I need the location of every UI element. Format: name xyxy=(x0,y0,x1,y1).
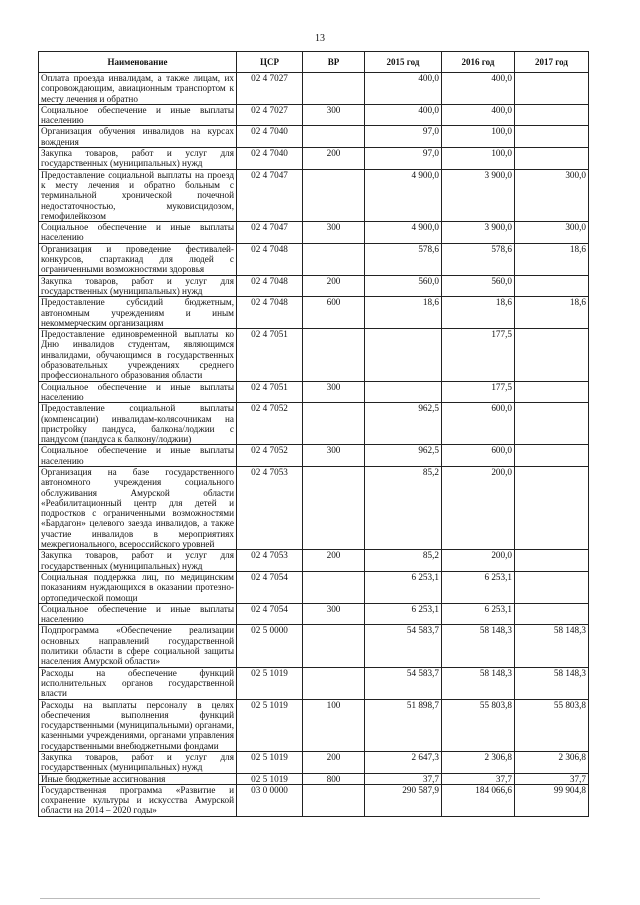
cell-y2016: 400,0 xyxy=(442,73,515,105)
cell-y2016: 177,5 xyxy=(442,381,515,403)
table-row xyxy=(39,773,589,784)
table-row xyxy=(39,381,589,403)
cell-csr: 02 5 1019 xyxy=(237,773,303,784)
cell-name: Предоставление социальной выплаты (компенсации) инвалидам-колясочникам на пристройку пандуса, балкона/лоджии с пандусом (пандуса к балкону/лоджии) xyxy=(39,403,237,445)
cell-y2016: 18,6 xyxy=(442,297,515,329)
cell-csr: 02 4 7051 xyxy=(237,381,303,403)
cell-vr xyxy=(303,667,365,699)
cell-csr: 02 4 7048 xyxy=(237,275,303,297)
cell-csr: 02 4 7040 xyxy=(237,148,303,170)
cell-y2015: 54 583,7 xyxy=(365,625,442,667)
header-2015: 2015 год xyxy=(365,52,442,73)
cell-y2015: 578,6 xyxy=(365,243,442,275)
cell-y2017 xyxy=(515,104,589,126)
cell-vr: 200 xyxy=(303,148,365,170)
cell-csr: 02 5 1019 xyxy=(237,699,303,751)
table-row xyxy=(39,73,589,105)
cell-vr xyxy=(303,571,365,603)
table-row xyxy=(39,603,589,625)
cell-vr xyxy=(303,126,365,148)
cell-csr: 02 4 7040 xyxy=(237,126,303,148)
cell-csr: 02 4 7053 xyxy=(237,550,303,572)
cell-y2015: 51 898,7 xyxy=(365,699,442,751)
table-header-row xyxy=(39,52,589,73)
cell-name: Иные бюджетные ассигнования xyxy=(39,773,237,784)
cell-y2015: 400,0 xyxy=(365,73,442,105)
cell-y2017 xyxy=(515,466,589,549)
table-row xyxy=(39,148,589,170)
cell-y2015: 400,0 xyxy=(365,104,442,126)
cell-y2017 xyxy=(515,148,589,170)
budget-table xyxy=(38,51,589,817)
cell-csr: 02 4 7054 xyxy=(237,571,303,603)
cell-y2016: 200,0 xyxy=(442,550,515,572)
cell-y2017: 58 148,3 xyxy=(515,667,589,699)
cell-y2015: 97,0 xyxy=(365,148,442,170)
cell-y2016: 600,0 xyxy=(442,445,515,467)
cell-y2016: 177,5 xyxy=(442,329,515,381)
cell-y2017 xyxy=(515,445,589,467)
table-row xyxy=(39,625,589,667)
cell-y2017: 300,0 xyxy=(515,169,589,221)
cell-y2017: 2 306,8 xyxy=(515,752,589,774)
header-name: Наименование xyxy=(39,52,237,73)
header-2016: 2016 год xyxy=(442,52,515,73)
cell-y2015: 54 583,7 xyxy=(365,667,442,699)
cell-vr xyxy=(303,466,365,549)
cell-y2016: 560,0 xyxy=(442,275,515,297)
cell-vr: 300 xyxy=(303,603,365,625)
cell-name: Расходы на выплаты персоналу в целях обеспечения выполнения функций государственными (муниципальными) органами, казенными учреждениями, органами управления государственными внебюджетными фондами xyxy=(39,699,237,751)
cell-vr: 200 xyxy=(303,752,365,774)
header-csr: ЦСР xyxy=(237,52,303,73)
cell-vr xyxy=(303,625,365,667)
table-row xyxy=(39,126,589,148)
cell-csr: 03 0 0000 xyxy=(237,784,303,816)
cell-vr: 200 xyxy=(303,550,365,572)
cell-y2015: 2 647,3 xyxy=(365,752,442,774)
cell-y2017: 18,6 xyxy=(515,297,589,329)
cell-name: Государственная программа «Развитие и сохранение культуры и искусства Амурской области на 2014 – 2020 годы» xyxy=(39,784,237,816)
cell-y2016: 400,0 xyxy=(442,104,515,126)
cell-vr xyxy=(303,403,365,445)
cell-name: Расходы на обеспечение функций исполнительных органов государственной власти xyxy=(39,667,237,699)
cell-y2017 xyxy=(515,403,589,445)
cell-vr xyxy=(303,329,365,381)
page-number: 13 xyxy=(315,33,325,44)
cell-y2017 xyxy=(515,571,589,603)
cell-y2015: 85,2 xyxy=(365,466,442,549)
cell-y2015: 4 900,0 xyxy=(365,169,442,221)
cell-y2016: 6 253,1 xyxy=(442,571,515,603)
cell-name: Социальное обеспечение и иные выплаты населению xyxy=(39,222,237,244)
cell-csr: 02 4 7052 xyxy=(237,403,303,445)
cell-vr xyxy=(303,169,365,221)
cell-name: Социальная поддержка лиц, по медицинским показаниям нуждающихся в оказании протезно-ортопедической помощи xyxy=(39,571,237,603)
cell-name: Закупка товаров, работ и услуг для государственных (муниципальных) нужд xyxy=(39,148,237,170)
cell-name: Организация на базе государственного автономного учреждения социального обслуживания Амурской области «Реабилитационный центр для детей и подростков с ограниченными возможностями «Бардагон» целевого заезда инвалидов, а также участие инвалидов в мероприятиях межрегионального, всероссийского уровней xyxy=(39,466,237,549)
cell-y2015: 962,5 xyxy=(365,403,442,445)
cell-y2016: 600,0 xyxy=(442,403,515,445)
cell-y2016: 2 306,8 xyxy=(442,752,515,774)
table-row xyxy=(39,243,589,275)
cell-y2015 xyxy=(365,329,442,381)
cell-y2016: 100,0 xyxy=(442,126,515,148)
cell-y2015: 85,2 xyxy=(365,550,442,572)
cell-name: Предоставление субсидий бюджетным, автономным учреждениям и иным некоммерческим организациям xyxy=(39,297,237,329)
table-row xyxy=(39,222,589,244)
table-row xyxy=(39,104,589,126)
cell-vr: 300 xyxy=(303,222,365,244)
cell-y2015: 290 587,9 xyxy=(365,784,442,816)
cell-y2017 xyxy=(515,381,589,403)
table-row xyxy=(39,297,589,329)
cell-name: Социальное обеспечение и иные выплаты населению xyxy=(39,603,237,625)
cell-y2016: 100,0 xyxy=(442,148,515,170)
cell-y2015: 37,7 xyxy=(365,773,442,784)
table-row xyxy=(39,550,589,572)
cell-csr: 02 4 7053 xyxy=(237,466,303,549)
cell-y2015: 4 900,0 xyxy=(365,222,442,244)
cell-y2016: 58 148,3 xyxy=(442,625,515,667)
cell-vr: 300 xyxy=(303,104,365,126)
cell-y2017 xyxy=(515,275,589,297)
cell-y2016: 58 148,3 xyxy=(442,667,515,699)
table-row xyxy=(39,275,589,297)
table-row xyxy=(39,329,589,381)
cell-vr: 300 xyxy=(303,445,365,467)
cell-y2017: 37,7 xyxy=(515,773,589,784)
cell-y2016: 55 803,8 xyxy=(442,699,515,751)
cell-csr: 02 4 7047 xyxy=(237,169,303,221)
cell-name: Организация и проведение фестивалей-конкурсов, спартакиад для людей с ограниченными возможностями здоровья xyxy=(39,243,237,275)
cell-y2017 xyxy=(515,603,589,625)
cell-y2015: 962,5 xyxy=(365,445,442,467)
cell-csr: 02 4 7027 xyxy=(237,104,303,126)
cell-y2017: 18,6 xyxy=(515,243,589,275)
cell-y2016: 200,0 xyxy=(442,466,515,549)
cell-y2015: 97,0 xyxy=(365,126,442,148)
header-2017: 2017 год xyxy=(515,52,589,73)
table-row xyxy=(39,784,589,816)
cell-y2016: 37,7 xyxy=(442,773,515,784)
table-row xyxy=(39,403,589,445)
cell-y2015: 6 253,1 xyxy=(365,571,442,603)
cell-y2016: 3 900,0 xyxy=(442,169,515,221)
cell-vr: 100 xyxy=(303,699,365,751)
cell-y2015 xyxy=(365,381,442,403)
cell-y2017: 58 148,3 xyxy=(515,625,589,667)
cell-y2017: 300,0 xyxy=(515,222,589,244)
cell-vr xyxy=(303,784,365,816)
cell-vr xyxy=(303,73,365,105)
cell-y2017 xyxy=(515,73,589,105)
cell-y2017 xyxy=(515,329,589,381)
cell-name: Закупка товаров, работ и услуг для государственных (муниципальных) нужд xyxy=(39,752,237,774)
header-vr: ВР xyxy=(303,52,365,73)
cell-y2016: 6 253,1 xyxy=(442,603,515,625)
cell-y2015: 6 253,1 xyxy=(365,603,442,625)
table-row xyxy=(39,445,589,467)
table-row xyxy=(39,699,589,751)
cell-name: Оплата проезда инвалидам, а также лицам, их сопровождающим, авиационным транспортом к месту лечения и обратно xyxy=(39,73,237,105)
cell-y2017: 99 904,8 xyxy=(515,784,589,816)
cell-y2016: 3 900,0 xyxy=(442,222,515,244)
cell-csr: 02 4 7051 xyxy=(237,329,303,381)
cell-y2015: 560,0 xyxy=(365,275,442,297)
cell-name: Организация обучения инвалидов на курсах вождения xyxy=(39,126,237,148)
cell-csr: 02 4 7027 xyxy=(237,73,303,105)
table-row xyxy=(39,466,589,549)
cell-name: Предоставление единовременной выплаты ко Дню инвалидов студентам, являющимся инвалидами, обучающимся в государственных образовательных учреждениях среднего профессионального образования области xyxy=(39,329,237,381)
cell-name: Закупка товаров, работ и услуг для государственных (муниципальных) нужд xyxy=(39,275,237,297)
cell-name: Социальное обеспечение и иные выплаты населению xyxy=(39,445,237,467)
cell-vr: 300 xyxy=(303,381,365,403)
cell-name: Социальное обеспечение и иные выплаты населению xyxy=(39,104,237,126)
cell-csr: 02 5 1019 xyxy=(237,667,303,699)
cell-name: Закупка товаров, работ и услуг для государственных (муниципальных) нужд xyxy=(39,550,237,572)
cell-y2017: 55 803,8 xyxy=(515,699,589,751)
cell-name: Предоставление социальной выплаты на проезд к месту лечения и обратно больным с терминальной хронической почечной недостаточностью, муковисцидозом, гемофилейкозом xyxy=(39,169,237,221)
cell-csr: 02 5 1019 xyxy=(237,752,303,774)
cell-y2016: 184 066,6 xyxy=(442,784,515,816)
table-row xyxy=(39,169,589,221)
cell-y2016: 578,6 xyxy=(442,243,515,275)
cell-vr: 600 xyxy=(303,297,365,329)
table-row xyxy=(39,667,589,699)
cell-csr: 02 4 7054 xyxy=(237,603,303,625)
table-row xyxy=(39,752,589,774)
cell-csr: 02 4 7047 xyxy=(237,222,303,244)
cell-vr: 200 xyxy=(303,275,365,297)
cell-y2017 xyxy=(515,126,589,148)
cell-vr xyxy=(303,243,365,275)
cell-csr: 02 5 0000 xyxy=(237,625,303,667)
table-row xyxy=(39,571,589,603)
page-bottom-divider xyxy=(40,898,540,899)
cell-name: Социальное обеспечение и иные выплаты населению xyxy=(39,381,237,403)
cell-y2015: 18,6 xyxy=(365,297,442,329)
cell-y2017 xyxy=(515,550,589,572)
cell-vr: 800 xyxy=(303,773,365,784)
cell-csr: 02 4 7048 xyxy=(237,243,303,275)
cell-csr: 02 4 7048 xyxy=(237,297,303,329)
cell-csr: 02 4 7052 xyxy=(237,445,303,467)
cell-name: Подпрограмма «Обеспечение реализации основных направлений государственной политики области в сфере социальной защиты населения Амурской области» xyxy=(39,625,237,667)
table-body xyxy=(39,73,589,817)
